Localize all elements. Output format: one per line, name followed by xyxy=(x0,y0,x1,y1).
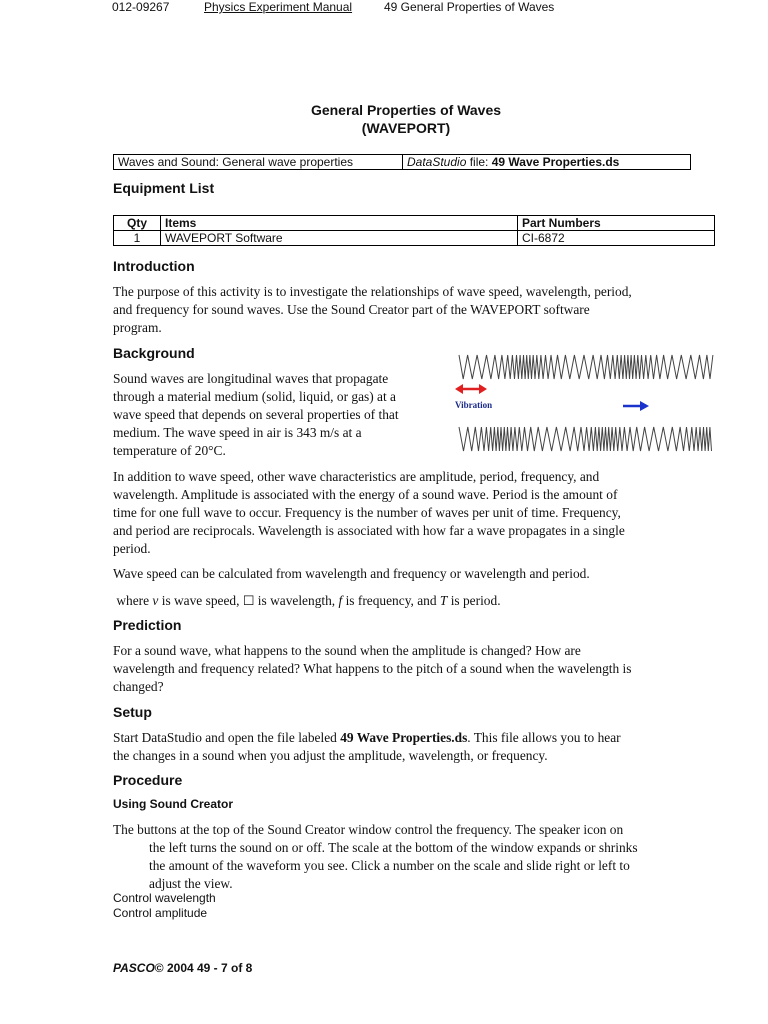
doc-code: 012-09267 xyxy=(112,0,170,14)
control-amplitude-label: Control amplitude xyxy=(113,906,208,920)
text-line: and frequency for sound waves. Use the Sound Creator part of the WAVEPORT software xyxy=(113,302,590,317)
file-label-italic: DataStudio xyxy=(407,155,467,169)
compression-wave-top xyxy=(459,355,713,379)
equipment-table xyxy=(113,215,715,246)
variable-definitions xyxy=(113,592,733,611)
var-v: v xyxy=(152,593,159,608)
manual-title: Physics Experiment Manual xyxy=(204,0,353,14)
zigzag-path xyxy=(459,355,713,379)
text-line: the left turns the sound on or off. The scale at the bottom of the window expands or shrinks xyxy=(149,840,638,855)
text-span: is period. xyxy=(447,593,501,608)
text-line: the changes in a sound when you adjust the amplitude, wavelength, or frequency. xyxy=(113,748,548,763)
text-line: The buttons at the top of the Sound Creator window control the frequency. The speaker icon on xyxy=(113,822,624,837)
text-span: Start DataStudio and open the file labeled xyxy=(113,730,341,745)
prediction-heading: Prediction xyxy=(113,617,182,633)
red-double-arrow-icon xyxy=(455,384,487,394)
text-span: is frequency, and xyxy=(342,593,440,608)
cell-part: CI-6872 xyxy=(518,231,715,246)
setup-heading: Setup xyxy=(113,704,152,720)
text-line: medium. The wave speed in air is 343 m/s at a xyxy=(113,425,362,440)
procedure-heading: Procedure xyxy=(113,772,183,788)
equipment-heading: Equipment List xyxy=(113,180,215,196)
introduction-text xyxy=(113,283,733,337)
cell-item: WAVEPORT Software xyxy=(161,231,518,246)
wave-speed-text: Wave speed can be calculated from wavelength and frequency or wavelength and period. xyxy=(113,566,590,581)
longitudinal-wave-figure xyxy=(455,350,717,458)
text-line: time for one full wave to occur. Frequency is the number of waves per unit of time. Frequency, xyxy=(113,505,621,520)
text-line: period. xyxy=(113,541,151,556)
background-heading: Background xyxy=(113,345,195,361)
text-line: wavelength and frequency related? What happens to the pitch of a sound when the wavelength is xyxy=(113,661,632,676)
topic-cell: Waves and Sound: General wave properties xyxy=(114,155,403,170)
blue-arrow-icon xyxy=(623,401,649,411)
text-line: In addition to wave speed, other wave characteristics are amplitude, period, frequency, and xyxy=(113,469,600,484)
text-line: For a sound wave, what happens to the sound when the amplitude is changed? How are xyxy=(113,643,581,658)
running-header xyxy=(112,0,554,14)
col-items: Items xyxy=(161,216,518,231)
text-line: wavelength. Amplitude is associated with the energy of a sound wave. Period is the amount of xyxy=(113,487,618,502)
footer-brand: PASCO xyxy=(113,961,155,975)
text-line: through a material medium (solid, liquid, or gas) at a xyxy=(113,389,396,404)
introduction-heading: Introduction xyxy=(113,258,195,274)
setup-text xyxy=(113,729,733,765)
file-name-bold: 49 Wave Properties.ds xyxy=(340,730,468,745)
text-line: The purpose of this activity is to investigate the relationships of wave speed, wavelength, period, xyxy=(113,284,632,299)
footer-page: © 2004 49 - 7 of 8 xyxy=(154,961,253,975)
procedure-text xyxy=(113,821,733,893)
procedure-subheading: Using Sound Creator xyxy=(113,797,234,811)
text-line: temperature of 20°C. xyxy=(113,443,226,458)
vibration-label: Vibration xyxy=(455,400,493,410)
file-name: 49 Wave Properties.ds xyxy=(491,155,620,169)
control-wavelength-label: Control wavelength xyxy=(113,891,216,905)
text-line: and period are reciprocals. Wavelength is associated with how far a wave propagates in a single xyxy=(113,523,625,538)
text-line: program. xyxy=(113,320,162,335)
col-qty: Qty xyxy=(114,216,161,231)
prediction-text xyxy=(113,642,733,696)
col-part-numbers: Part Numbers xyxy=(518,216,715,231)
cell-qty: 1 xyxy=(114,231,161,246)
var-f: f xyxy=(338,593,343,608)
zigzag-path xyxy=(459,427,712,451)
text-line: adjust the view. xyxy=(149,876,233,891)
text-line: changed? xyxy=(113,679,164,694)
compression-wave-bottom xyxy=(459,427,712,451)
text-span: where xyxy=(113,593,153,608)
background-text-2 xyxy=(113,468,733,558)
file-cell xyxy=(403,155,691,170)
table-header-row xyxy=(114,216,715,231)
text-span: is wavelength, xyxy=(254,593,339,608)
section-title: 49 General Properties of Waves xyxy=(384,0,555,14)
table-row xyxy=(114,231,715,246)
file-label-rest: file: xyxy=(466,155,492,169)
page-subtitle: (WAVEPORT) xyxy=(361,120,451,136)
background-text xyxy=(113,370,443,460)
info-table xyxy=(113,154,691,170)
page-footer xyxy=(113,961,252,975)
text-span: is wave speed, xyxy=(158,593,243,608)
var-t: T xyxy=(439,593,448,608)
text-line: wave speed that depends on several properties of that xyxy=(113,407,399,422)
text-line: Sound waves are longitudinal waves that propagate xyxy=(113,371,389,386)
text-span: . This file allows you to hear xyxy=(467,730,621,745)
text-line: the amount of the waveform you see. Click a number on the scale and slide right or left to xyxy=(149,858,630,873)
text-line xyxy=(113,729,733,747)
page-title: General Properties of Waves xyxy=(310,102,502,118)
missing-glyph-box: ☐ xyxy=(242,594,255,609)
